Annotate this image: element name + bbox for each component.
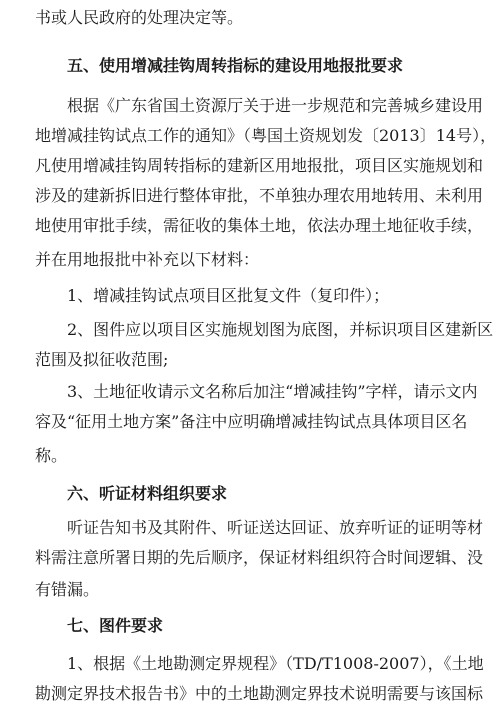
body-line: 范围及拟征收范围;: [35, 350, 169, 369]
section-heading-7: 七、图件要求: [67, 616, 164, 635]
body-line: 并在用地报批中补充以下材料：: [35, 250, 260, 269]
body-line: 容及“征用土地方案”备注中应明确增减挂钩试点具体项目区名: [35, 412, 468, 431]
body-line: 地使用审批手续，需征收的集体土地，依法办理土地征收手续，: [35, 216, 484, 235]
list-item-3: 3、土地征收请示文名称后加注“增减挂钩”字样，请示文内: [67, 382, 478, 401]
body-line: 称。: [35, 446, 68, 465]
section-heading-6: 六、听证材料组织要求: [67, 484, 228, 503]
list-item-1: 1、根据《土地勘测定界规程》（TD/T1008-2007），《土地: [67, 654, 484, 673]
body-line: 勘测定界技术报告书》中的土地勘测定界技术说明需要与该国标: [35, 684, 484, 703]
body-line: 地增减挂钩试点工作的通知》（粤国土资规划发〔2013〕14号），: [35, 126, 497, 145]
body-line: 凡使用增减挂钩周转指标的建新区用地报批，项目区实施规划和: [35, 156, 484, 175]
section-heading-5: 五、使用增减挂钩周转指标的建设用地报批要求: [67, 56, 404, 75]
body-line: 根据《广东省国土资源厅关于进一步规范和完善城乡建设用: [67, 96, 484, 115]
body-line: 听证告知书及其附件、听证送达回证、放弃听证的证明等材: [67, 518, 484, 537]
body-line: 涉及的建新拆旧进行整体审批，不单独办理农用地转用、未利用: [35, 186, 484, 205]
list-item-2: 2、图件应以项目区实施规划图为底图，并标识项目区建新区: [67, 320, 494, 339]
body-line: 料需注意所署日期的先后顺序，保证材料组织符合时间逻辑、没: [35, 548, 484, 567]
body-line: 有错漏。: [35, 580, 100, 599]
list-item-1: 1、增减挂钩试点项目区批复文件（复印件）；: [67, 286, 390, 305]
body-line: 书或人民政府的处理决定等。: [35, 8, 244, 27]
